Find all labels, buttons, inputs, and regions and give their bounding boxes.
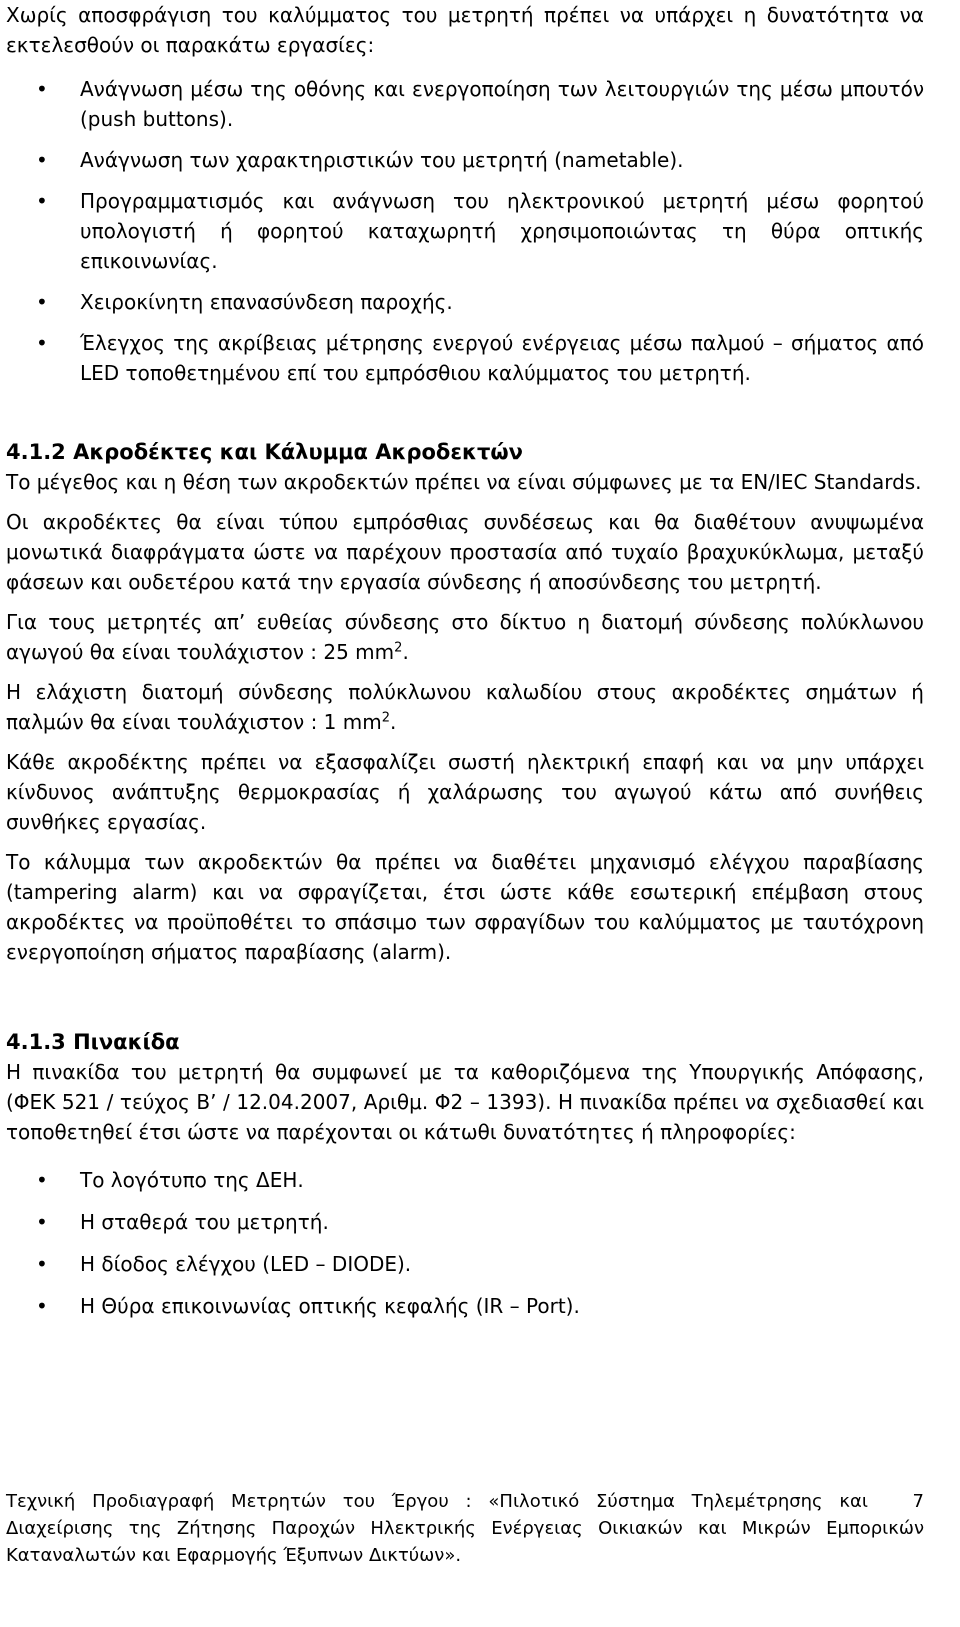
list-item-text: Η Θύρα επικοινωνίας οπτικής κεφαλής (IR – Port). [80, 1294, 580, 1318]
bullet-icon: • [36, 1168, 48, 1192]
paragraph-end: . [390, 710, 397, 734]
task-list [6, 74, 924, 388]
list-item [6, 1291, 924, 1321]
list-item-text: Προγραμματισμός και ανάγνωση του ηλεκτρονικού μετρητή μέσω φορητού υπολογιστή ή φορητού καταχωρητή χρησιμοποιώντας τη θύρα οπτικής επικοινωνίας. [80, 189, 924, 273]
section-heading-412: 4.1.2 Ακροδέκτες και Κάλυμμα Ακροδεκτών [6, 440, 523, 464]
paragraph [6, 677, 924, 737]
list-item-text: Το λογότυπο της ΔΕΗ. [80, 1168, 304, 1192]
intro-paragraph: Χωρίς αποσφράγιση του καλύμματος του μετρητή πρέπει να υπάρχει η δυνατότητα να εκτελεσθούν οι παρακάτω εργασίες: [6, 3, 924, 57]
list-item [6, 1249, 924, 1279]
page-footer [6, 1488, 924, 1569]
bullet-icon: • [36, 77, 48, 101]
paragraph: Η πινακίδα του μετρητή θα συμφωνεί με τα καθοριζόμενα της Υπουργικής Απόφασης, (ΦΕΚ 521 / τεύχος Β’ / 12.04.2007, Αριθμ. Φ2 – 1393). Η πινακίδα πρέπει να σχεδιασθεί και τοποθετηθεί έτσι ώστε να παρέχονται οι κάτωθι δυνατότητες ή πληροφορίες: [6, 1060, 924, 1144]
page-number: 7 [912, 1491, 924, 1512]
list-item [6, 287, 924, 317]
paragraph [6, 607, 924, 667]
bullet-icon: • [36, 290, 48, 314]
superscript: 2 [394, 640, 403, 656]
document-page [6, 0, 924, 1333]
footer-line: Διαχείρισης της Ζήτησης Παροχών Ηλεκτρικής Ενέργειας Οικιακών και Μικρών Εμπορικών [6, 1518, 924, 1539]
bullet-icon: • [36, 1252, 48, 1276]
bullet-icon: • [36, 1210, 48, 1234]
list-item [6, 1207, 924, 1237]
list-item-text: Χειροκίνητη επανασύνδεση παροχής. [80, 290, 453, 314]
footer-line: Καταναλωτών και Εφαρμογής Έξυπνων Δικτύων». [6, 1545, 462, 1566]
bullet-icon: • [36, 331, 48, 355]
plate-info-list [6, 1165, 924, 1321]
list-item [6, 328, 924, 388]
superscript: 2 [381, 710, 390, 726]
bullet-icon: • [36, 1294, 48, 1318]
paragraph: Το μέγεθος και η θέση των ακροδεκτών πρέπει να είναι σύμφωνες με τα EN/IEC Standards. [6, 470, 922, 494]
list-item-text: Η δίοδος ελέγχου (LED – DIODE). [80, 1252, 412, 1276]
paragraph-end: . [402, 640, 409, 664]
paragraph: Το κάλυμμα των ακροδεκτών θα πρέπει να διαθέτει μηχανισμό ελέγχου παραβίασης (tampering alarm) και να σφραγίζεται, έτσι ώστε κάθε εσωτερική επέμβαση στους ακροδέκτες να προϋποθέτει το σπάσιμο των σφραγίδων του καλύμματος με ταυτόχρονη ενεργοποίηση σήματος παραβίασης (alarm). [6, 850, 924, 964]
list-item-text: Έλεγχος της ακρίβειας μέτρησης ενεργού ενέργειας μέσω παλμού – σήματος από LED τοποθετημένου επί του εμπρόσθιου καλύμματος του μετρητή. [80, 331, 924, 385]
list-item-text: Η σταθερά του μετρητή. [80, 1210, 329, 1234]
list-item [6, 186, 924, 276]
paragraph-text: Για τους μετρητές απ’ ευθείας σύνδεσης στο δίκτυο η διατομή σύνδεσης πολύκλωνου αγωγού θα είναι τουλάχιστον : 25 mm [6, 610, 924, 664]
bullet-icon: • [36, 189, 48, 213]
paragraph: Οι ακροδέκτες θα είναι τύπου εμπρόσθιας συνδέσεως και θα διαθέτουν ανυψωμένα μονωτικά διαφράγματα ώστε να παρέχουν προστασία από τυχαίο βραχυκύκλωμα, μεταξύ φάσεων και ουδετέρου κατά την εργασία σύνδεσης ή αποσύνδεσης του μετρητή. [6, 510, 924, 594]
list-item [6, 1165, 924, 1195]
footer-line: Τεχνική Προδιαγραφή Μετρητών του Έργου : «Πιλοτικό Σύστημα Τηλεμέτρησης και [6, 1491, 868, 1512]
paragraph: Κάθε ακροδέκτης πρέπει να εξασφαλίζει σωστή ηλεκτρική επαφή και να μην υπάρχει κίνδυνος ανάπτυξης θερμοκρασίας ή χαλάρωσης του αγωγού κάτω από συνήθεις συνθήκες εργασίας. [6, 750, 924, 834]
paragraph-text: Η ελάχιστη διατομή σύνδεσης πολύκλωνου καλωδίου στους ακροδέκτες σημάτων ή παλμών θα είναι τουλάχιστον : 1 mm [6, 680, 924, 734]
section-heading-413: 4.1.3 Πινακίδα [6, 1030, 180, 1054]
list-item [6, 74, 924, 134]
list-item-text: Ανάγνωση μέσω της οθόνης και ενεργοποίηση των λειτουργιών της μέσω μπουτόν (push buttons). [80, 77, 924, 131]
list-item [6, 145, 924, 175]
list-item-text: Ανάγνωση των χαρακτηριστικών του μετρητή (nametable). [80, 148, 684, 172]
bullet-icon: • [36, 148, 48, 172]
